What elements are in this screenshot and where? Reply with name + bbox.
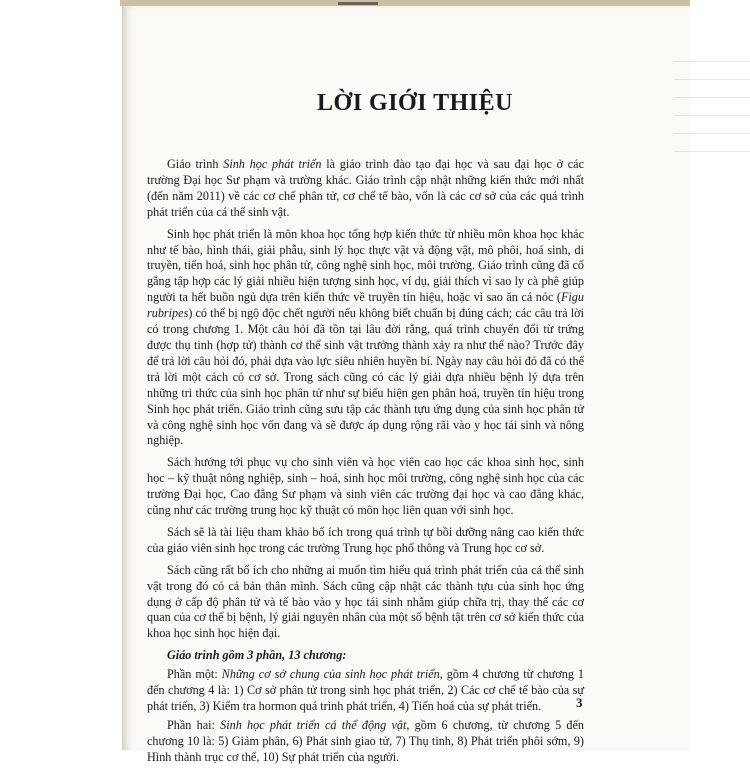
page-title: LỜI GIỚI THIỆU bbox=[317, 90, 513, 116]
paragraph-2: Sinh học phát triển là môn khoa học tổng hợp kiến thức từ nhiều môn khoa học khác như tế bào, hình thái, giải phẫu, sinh lý học thực vật và động vật, mô phôi, hoá sinh, di truyền, tiến hoá, sinh học phân tử, công nghệ sinh học, môi trường. Giáo trình cũng đã cố gắng tập hợp các lý giải nhiều hiện tượng sinh học, ví dụ, giải thích vì sao ly cà phê giúp người ta hết buồn ngủ dựa trên kiến thức về truyền tín hiệu, hoặc vì sao ăn cá nóc (Figu rubripes) có thể bị ngộ độc chết người nếu không biết chuẩn bị đúng cách; các câu trả lời có trong chương 1. Một câu hỏi đã tồn tại lâu đời rằng, quá trình chuyển đổi từ trứng được thụ tinh (hợp tử) thành cơ thể sinh vật trưởng thành xảy ra như thế nào? Trước đây để trả lời câu hỏi đó, phải dựa vào lực siêu nhiên huyền bí. Ngày nay câu hỏi đó đã có thể trả lời một cách có cơ sở. Trong sách cũng có các lý giải dựa nhiều bệnh lý dựa trên những tri thức của sinh học phân tử như sự biểu hiện gen phân hoá, truyền tín hiệu trong Sinh học phát triển. Giáo trình cũng sưu tập các thành tựu ứng dụng của sinh học phân tử và công nghệ sinh học vốn đang và sẽ được áp dụng rộng rãi vào y học tái sinh và nông nghiệp. bbox=[147, 226, 584, 448]
book-top-notch bbox=[338, 2, 378, 5]
paragraph-1: Giáo trình Sinh học phát triển là giáo trình đào tạo đại học và sau đại học ở các trường Đại học Sư phạm và trường khác. Giáo trình cập nhật những kiến thức mới nhất (đến năm 2011) về các cơ chế phân tử, cơ chế tế bào, vốn là các cơ sở của các quá trình phát triển của cá thể sinh vật. bbox=[147, 157, 584, 219]
page-body bbox=[147, 157, 584, 769]
paragraph-8: Phần hai: Sinh học phát triển cá thể động vật, gồm 6 chương, từ chương 5 đến chương 10 là: 5) Giảm phân, 6) Phát sinh giao tử, 7) Thụ tinh, 8) Phát triển phôi sớm, 9) Hình thành trục cơ thể, 10) Sự phát triển của người. bbox=[147, 717, 584, 764]
paragraph-6: Giáo trình gồm 3 phần, 13 chương: bbox=[167, 648, 347, 663]
page-number: 3 bbox=[576, 695, 583, 710]
paragraph-5: Sách cũng rất bổ ích cho những ai muốn tìm hiểu quá trình phát triển của cá thể sinh vật trong đó có cả bản thân mình. Sách cũng cập nhật các thành tựu của sinh học ứng dụng ở cấp độ phân tử và tế bào vào y học tái sinh nhằm giúp chữa trị, thay thế các cơ quan của cơ thể bị bệnh, lý giải nguyên nhân của một số bệnh tật trên cơ sở kiến thức của khoa học sinh học hiện đại. bbox=[147, 562, 584, 641]
paragraph-7: Phần một: Những cơ sở chung của sinh học phát triển, gồm 4 chương từ chương 1 đến chương 4 là: 1) Cơ sở phân tử trong sinh học phát triển, 2) Các cơ chế tế bào của sự phát triển, 3) Kiểm tra hormon quá trình phát triển, 4) Tiến hoá của sự phát triển. bbox=[147, 667, 584, 713]
paragraph-4: Sách sẽ là tài liệu tham khảo bổ ích trong quá trình tự bồi dưỡng nâng cao kiến thức của giáo viên sinh học trong các trường Trung học phổ thông và Trung học cơ sở. bbox=[147, 524, 584, 555]
paragraph-3: Sách hướng tới phục vụ cho sinh viên và học viên cao học các khoa sinh học, sinh học – kỹ thuật nông nghiệp, sinh – hoá, sinh học môi trường, công nghệ sinh học của các trường Đại học, Cao đẳng Sư phạm và sinh viên các trường đại học và cao đẳng khác, cũng như các trường trung học kỹ thuật có môn học liên quan với sinh học. bbox=[147, 455, 584, 518]
